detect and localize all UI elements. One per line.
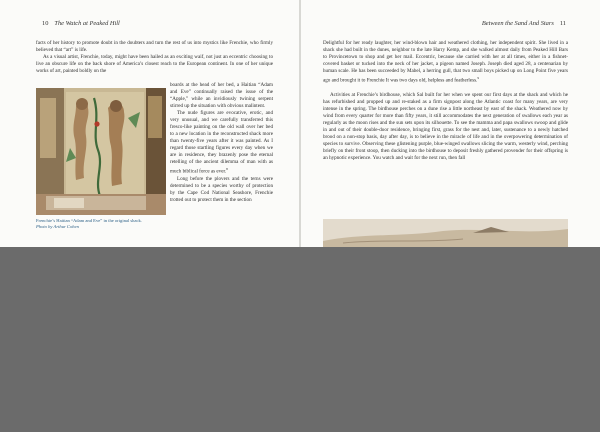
caption-text: Frenchie’s Haitian “Adam and Eve” in the original shack. xyxy=(36,218,143,223)
footnote-marker-8: 8 xyxy=(226,167,228,171)
adam-and-eve-photo xyxy=(36,88,166,215)
left-column-text xyxy=(170,82,273,204)
left-col-paragraph-1: boards at the head of her bed, a Haitian “Adam and Eve” continually raised the issue of the “Apple,” while an invidiously twining serpent stirred up the situation with obvious malintent. xyxy=(170,82,273,109)
left-page-number: 10 xyxy=(42,20,49,27)
left-paragraph-1: facts of her history to promote doubt in the doubters and turn the rest of us into mystics like Frenchie, who firmly believed that “art” is life. xyxy=(36,40,273,53)
left-running-title: The Watch at Peaked Hill xyxy=(54,20,120,27)
dune-illustration xyxy=(323,219,568,247)
left-col-paragraph-2 xyxy=(170,110,273,176)
left-paragraph-2: As a visual artist, Frenchie, today, might have been hailed as an exciting waif, not just an eccentric choosing to live an obscure life on the back shore of America’s closest reach to the European continent. In one of her unique works of art, painted boldly on the xyxy=(36,54,273,74)
right-paragraph-1-text: Delightful for her ready laughter, her wind-blown hair and weathered clothing, her independent spirit. She lived in a shack she had built in the dunes, neighbor to the late Harry Kemp, and she walked almost daily from Peaked Hill Bars to Provincetown to shop and get her mail. Eccentric, because she carried with her at all times, either in a fishnet-covered basket or tucked into the neck of her jacket, a pigeon named Joseph. Joseph died aged 28, a centenarian by human scale. He has been succeeded by Mabel, a herring gull, that two small boys picked up on Long Point five years ago and brought it to Frenchie It was two days old, helpless and featherless. xyxy=(323,40,568,84)
gray-overlay xyxy=(0,247,600,432)
right-running-title: Between the Sand And Stars xyxy=(481,20,554,27)
left-col-paragraph-2-text: The nude figures are evocative, erotic, and very unusual, and we carefully transferred this fresco-like painting on the old wall over her bed to a new location in the reconstructed shack more than twenty-five years after it was painted. As I regard those startling figures every day when we are in residence, they brazenly pose the eternal retelling of the ancient dilemma of man with as much biblical force as ever. xyxy=(170,110,273,175)
footnote-marker-9: 9 xyxy=(477,76,480,80)
photo-credit: Photo by Arthur Cohen xyxy=(36,224,79,229)
right-running-head xyxy=(482,20,572,27)
left-col-paragraph-3: Long before the plovers and the terns were determined to be a species worthy of protection by the Cape Cod National Seashore, Frenchie trotted out to protect them in the section xyxy=(170,175,273,203)
left-top-text xyxy=(36,40,273,75)
right-text xyxy=(323,40,568,162)
left-running-head xyxy=(36,20,120,27)
photo-caption xyxy=(36,218,168,230)
right-page-number: 11 xyxy=(559,20,566,27)
right-paragraph-2: Activities at Frenchie’s birdhouse, which Sal built for her when we spent our first days at the shack and which he has refurbished and propped up and re-staked as a firm signpost along the Atlantic coast for many years, are very intense in the spring. The birdhouse perches on a dune rise a little northeast by east of the shack. Weathered now by wind from every quarter for more than fifty years, it still accommodates the next generation of swallows each year as regularly as the moon rises and the sun sets upon its silhouette. To see the mamma and papa swallows swoop and glide in and out of their double-door residence, bringing first, grass for the nest and, later, sustenance to a newly hatched brood on a non-stop basis, day after day, is to believe in the miracle of life and in the overpowering determination of species to survive. Observing these glistening purple, blue-winged swallows slicing the warm, westerly wind, perching briefly on their front stoop, then ducking into the birdhouse to deposit freshly gathered provender for their offspring is an hypnotic experience. You watch and wait for the next run, then fall xyxy=(323,91,568,161)
dune-photo xyxy=(323,219,568,247)
photo-illustration xyxy=(36,88,166,215)
right-paragraph-1 xyxy=(323,40,568,85)
